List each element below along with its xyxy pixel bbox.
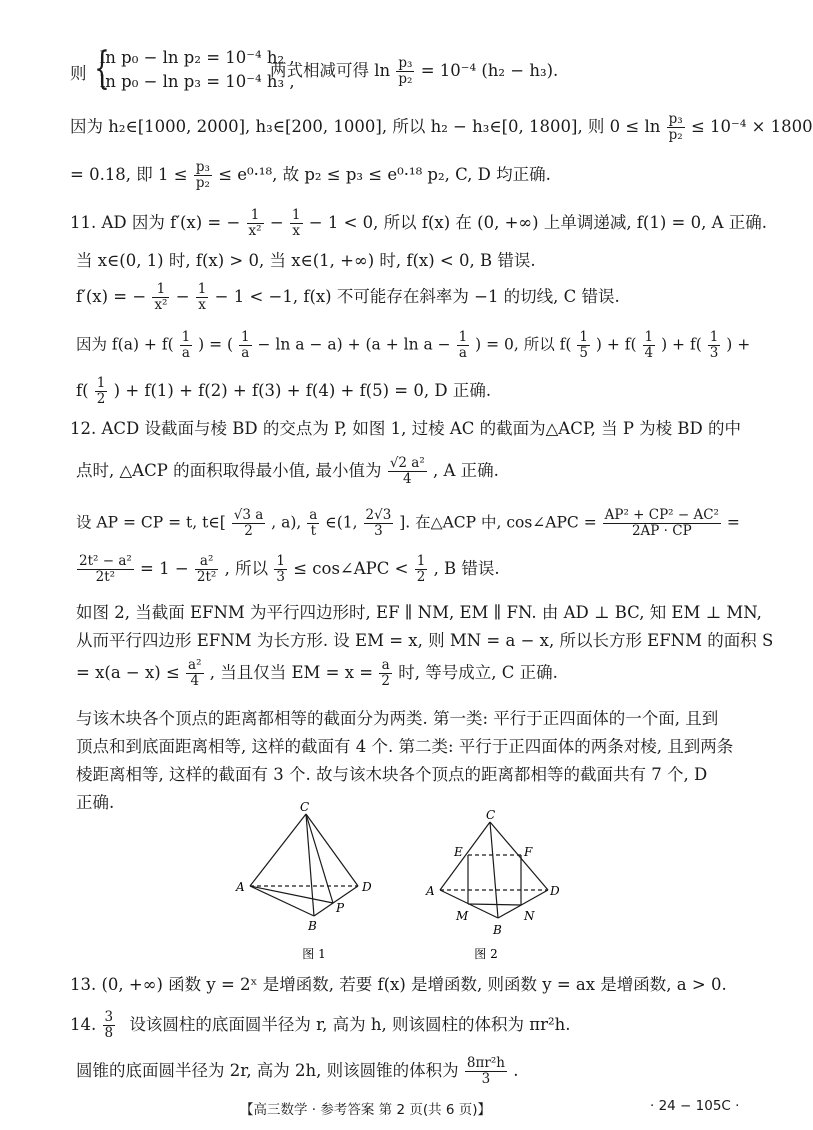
ze-prefix: 则: [70, 64, 87, 83]
point-label-d: D: [362, 880, 372, 894]
system-line-2: ln p₀ − ln p₃ = 10⁻⁴ h₃ ,: [100, 72, 295, 91]
q12-line-10: 棱距离相等, 这样的截面有 3 个. 故与该木块各个顶点的距离都相等的截面共有 7 个, D: [76, 765, 708, 784]
brace-icon: {: [94, 43, 110, 94]
q14-line-2: 圆锥的底面圆半径为 2r, 高为 2h, 则该圆锥的体积为 $\frac{\text{8πr²h}}{3}$ .: [76, 1055, 519, 1087]
q12-line-6: 从而平行四边形 EFNM 为长方形. 设 EM = x, 则 MN = a − x, 所以长方形 EFNM 的面积 S: [76, 631, 774, 650]
point-label-d: D: [550, 884, 560, 898]
q12-line-1: 12. ACD 设截面与棱 BD 的交点为 P, 如图 1, 过棱 AC 的截面为△ACP, 当 P 为棱 BD 的中: [70, 419, 742, 438]
equation-system: [70, 43, 770, 96]
q12-line-11: 正确.: [76, 793, 115, 812]
paragraph-line: = 0.18, 即 1 ≤ $\frac{\text{p₃}}{\text{p₂}}$ ≤ e⁰·¹⁸, 故 p₂ ≤ p₃ ≤ e⁰·¹⁸ p₂, C, D 均正确.: [70, 159, 551, 191]
footer-code: · 24 − 105C ·: [650, 1098, 740, 1114]
q12-line-8: 与该木块各个顶点的距离都相等的截面分为两类. 第一类: 平行于正四面体的一个面, 且到: [76, 709, 719, 728]
point-label-n: N: [524, 909, 535, 923]
figure-2-caption: 图 2: [474, 947, 498, 961]
figure-1-caption: 图 1: [302, 947, 326, 961]
figure-2: [420, 808, 570, 972]
q13-line: 13. (0, +∞) 函数 y = 2ˣ 是增函数, 若要 f(x) 是增函数, 则函数 y = ax 是增函数, a > 0.: [70, 975, 727, 994]
point-label-a: A: [426, 884, 435, 898]
q12-line-2: 点时, △ACP 的面积取得最小值, 最小值为 $\frac{\text{√2 a²}}{4}$ , A 正确.: [76, 455, 499, 487]
q12-line-9: 顶点和到底面距离相等, 这样的截面有 4 个. 第二类: 平行于正四面体的两条对棱, 且到两条: [76, 737, 734, 756]
point-label-b: B: [308, 919, 317, 933]
point-label-e: E: [454, 845, 463, 859]
system-result: 两式相减可得 ln $\frac{\text{p₃}}{\text{p₂}}$ = 10⁻⁴ (h₂ − h₃).: [270, 55, 559, 87]
q11-line-5: f( $\frac{1}{2}$ ) + f(1) + f(2) + f(3) + f(4) + f(5) = 0, D 正确.: [76, 375, 492, 407]
point-label-a: A: [236, 880, 245, 894]
q12-line-7: = x(a − x) ≤ $\frac{\text{a²}}{4}$ , 当且仅当 EM = x = $\frac{a}{2}$ 时, 等号成立, C 正确.: [76, 657, 558, 689]
q12-line-3: 设 AP = CP = t, t∈[ $\frac{√3 a}{2}$ , a), $\frac{a}{t}$ ∈(1, $\frac{2√3}{3}$ ]. 在△ACP 中, cos∠APC = $\frac{\text{AP² + CP² − AC²}}{2AP \cdot CP}$ =: [76, 507, 740, 539]
paragraph-line: 因为 h₂∈[1000, 2000], h₃∈[200, 1000], 所以 h₂ − h₃∈[0, 1800], 则 0 ≤ ln $\frac{\text{p₃}}{\text{p₂}}$ ≤ 10⁻⁴ × 1800: [70, 111, 813, 143]
q14-line-1: 14. $\frac{3}{8}$ 设该圆柱的底面圆半径为 r, 高为 h, 则该圆柱的体积为 πr²h.: [70, 1009, 571, 1041]
footer-page-info: 【高三数学 · 参考答案 第 2 页(共 6 页)】: [240, 1102, 492, 1118]
q11-line-3: f′(x) = − $\frac{1}{\text{x²}}$ − $\frac{1}{x}$ − 1 < −1, f(x) 不可能存在斜率为 −1 的切线, C 错误.: [76, 281, 620, 313]
q12-line-5: 如图 2, 当截面 EFNM 为平行四边形时, EF ∥ NM, EM ∥ FN. 由 AD ⊥ BC, 知 EM ⊥ MN,: [76, 603, 762, 622]
q12-line-4: $\frac{\text{2t² − a²}}{\text{2t²}}$ = 1 − $\frac{\text{a²}}{\text{2t²}}$ , 所以 $\frac{1}{3}$ ≤ cos∠APC < $\frac{1}{2}$ , B 错误.: [79, 553, 500, 585]
system-line-1: ln p₀ − ln p₂ = 10⁻⁴ h₂ ,: [100, 48, 295, 67]
point-label-c: C: [300, 800, 310, 814]
q11-line-4: 因为 f(a) + f( $\frac{1}{a}$ ) = ( $\frac{1}{a}$ − ln a − a) + (a + ln a − $\frac{1}{a}$ ) = 0, 所以 f( $\frac{1}{5}$ ) + f( $\frac{1}{4}$ ) + f( $\frac{1}{3}$ ) +: [76, 329, 751, 361]
point-label-c: C: [486, 808, 496, 822]
q11-line-1: 11. AD 因为 f′(x) = − $\frac{1}{\text{x²}}$ − $\frac{1}{x}$ − 1 < 0, 所以 f(x) 在 (0, +∞) 上单调递减, f(1) = 0, A 正确.: [70, 207, 767, 239]
figure-1: [230, 800, 380, 969]
q11-line-2: 当 x∈(0, 1) 时, f(x) > 0, 当 x∈(1, +∞) 时, f(x) < 0, B 错误.: [76, 251, 536, 270]
point-label-b: B: [493, 923, 502, 937]
point-label-p: P: [336, 901, 345, 915]
point-label-m: M: [456, 909, 469, 923]
page-footer: [0, 1098, 800, 1120]
point-label-f: F: [524, 845, 533, 859]
